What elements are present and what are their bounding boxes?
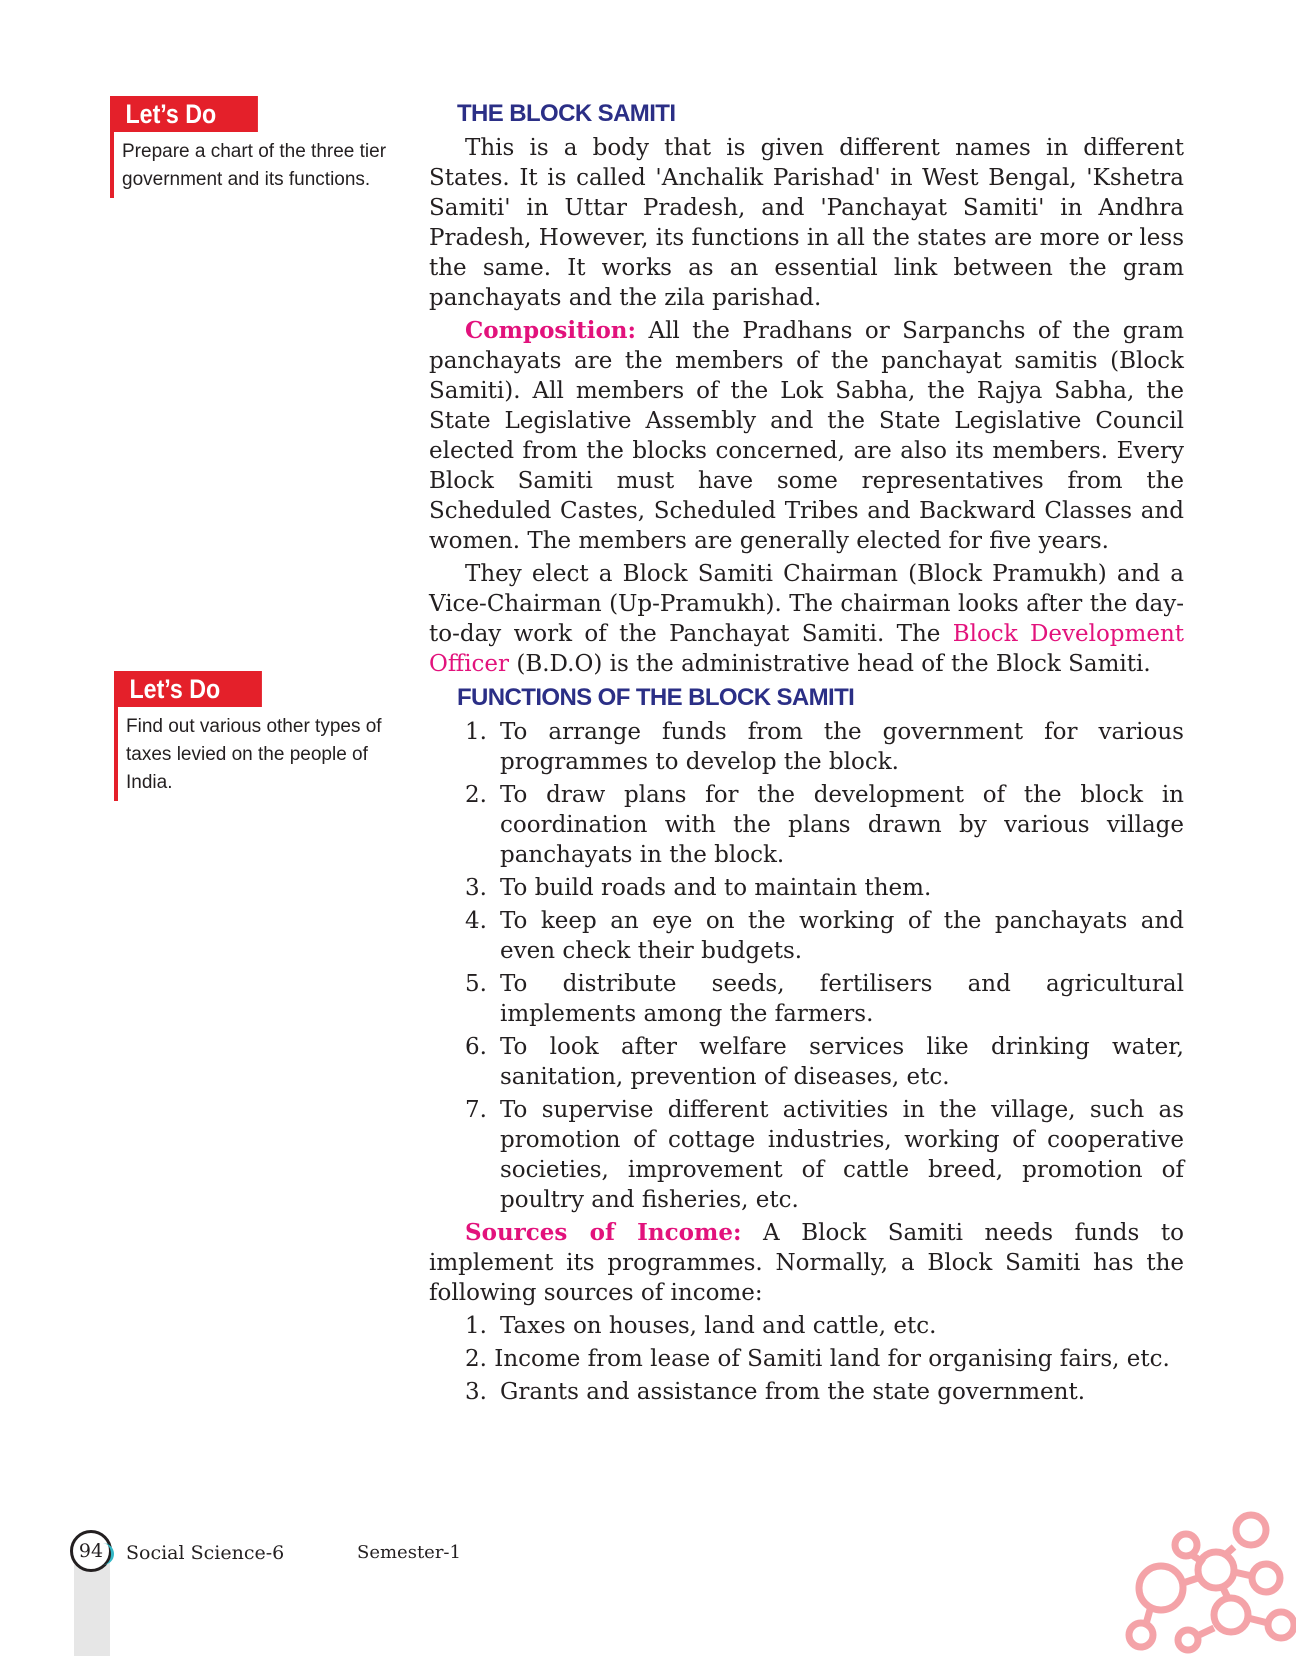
list-item: 3. Grants and assistance from the state government.	[465, 1379, 1086, 1405]
list-item: 6. To look after welfare services like drinking water, sanitation, prevention of diseases, etc.	[465, 1034, 1184, 1090]
intro-paragraph: This is a body that is given different names in different States. It is called 'Anchalik Parishad' in West Bengal, 'Kshetra Samiti' in Uttar Pradesh, and 'Panchayat Samiti' in Andhra Pradesh, However, its functions in all the states are more or less the same. It works as an essential link between the gram panchayats and the zila parishad.	[429, 135, 1184, 311]
chairman-text-1: They elect a Block Samiti Chairman (Block Pramukh) and a Vice-Chairman (Up-Pramukh). The chairman looks after the day-to-day work of the Panchayat Samiti. The	[429, 561, 1184, 647]
page-number: 94	[70, 1530, 112, 1572]
list-item: 1. To arrange funds from the government for various programmes to develop the block.	[465, 719, 1184, 775]
composition-paragraph	[429, 316, 1184, 556]
income-list	[429, 1311, 1184, 1341]
income-list-end	[429, 1377, 1184, 1407]
molecule-decoration-icon	[1116, 1500, 1296, 1656]
income-text: A Block Samiti needs funds to implement its programmes. Normally, a Block Samiti has the following sources of income:	[429, 1220, 1184, 1306]
lets-do-label: Let’s Do	[114, 671, 262, 707]
list-item: 4. To keep an eye on the working of the panchayats and even check their budgets.	[465, 908, 1184, 964]
income-label: Sources of Income:	[465, 1219, 742, 1246]
lets-do-label: Let’s Do	[110, 96, 258, 132]
list-item: 7. To supervise different activities in the village, such as promotion of cottage industries, working of cooperative societies, improvement of cattle breed, promotion of poultry and fisheries, etc.	[465, 1097, 1184, 1213]
lets-do-box-2	[114, 671, 404, 801]
composition-label: Composition:	[465, 317, 637, 344]
functions-list	[429, 717, 1184, 1215]
page-side-bar	[74, 1560, 110, 1656]
list-item: 2. Income from lease of Samiti land for organising fairs, etc.	[465, 1346, 1170, 1372]
chairman-paragraph	[429, 559, 1184, 679]
bdo-link[interactable]: Block Development Officer	[429, 621, 1185, 677]
section-heading-block-samiti: THE BLOCK SAMITI	[457, 100, 676, 127]
book-title: Social Science-6	[126, 1542, 285, 1564]
main-content	[429, 96, 1184, 1410]
list-item: 3. To build roads and to maintain them.	[465, 875, 932, 901]
semester-label: Semester-1	[357, 1542, 461, 1563]
list-item: 5. To distribute seeds, fertilisers and agricultural implements among the farmers.	[465, 971, 1184, 1027]
chairman-text-2: (B.D.O) is the administrative head of the Block Samiti.	[509, 651, 1151, 677]
list-item: 2. To draw plans for the development of the block in coordination with the plans drawn by various village panchayats in the block.	[465, 782, 1184, 868]
lets-do-text: Find out various other types of taxes levied on the people of India.	[114, 707, 416, 801]
list-item: 1. Taxes on houses, land and cattle, etc.	[465, 1313, 937, 1339]
lets-do-box-1	[110, 96, 400, 198]
section-heading-functions: FUNCTIONS OF THE BLOCK SAMITI	[457, 684, 855, 711]
income-paragraph	[429, 1218, 1184, 1308]
lets-do-text: Prepare a chart of the three tier government and its functions.	[110, 132, 412, 198]
composition-text: All the Pradhans or Sarpanchs of the gram panchayats are the members of the panchayat samitis (Block Samiti). All members of the Lok Sabha, the Rajya Sabha, the State Legislative Assembly and the State Legislative Council elected from the blocks concerned, are also its members. Every Block Samiti must have some representatives from the Scheduled Castes, Scheduled Tribes and Backward Classes and women. The members are generally elected for five years.	[429, 318, 1184, 554]
